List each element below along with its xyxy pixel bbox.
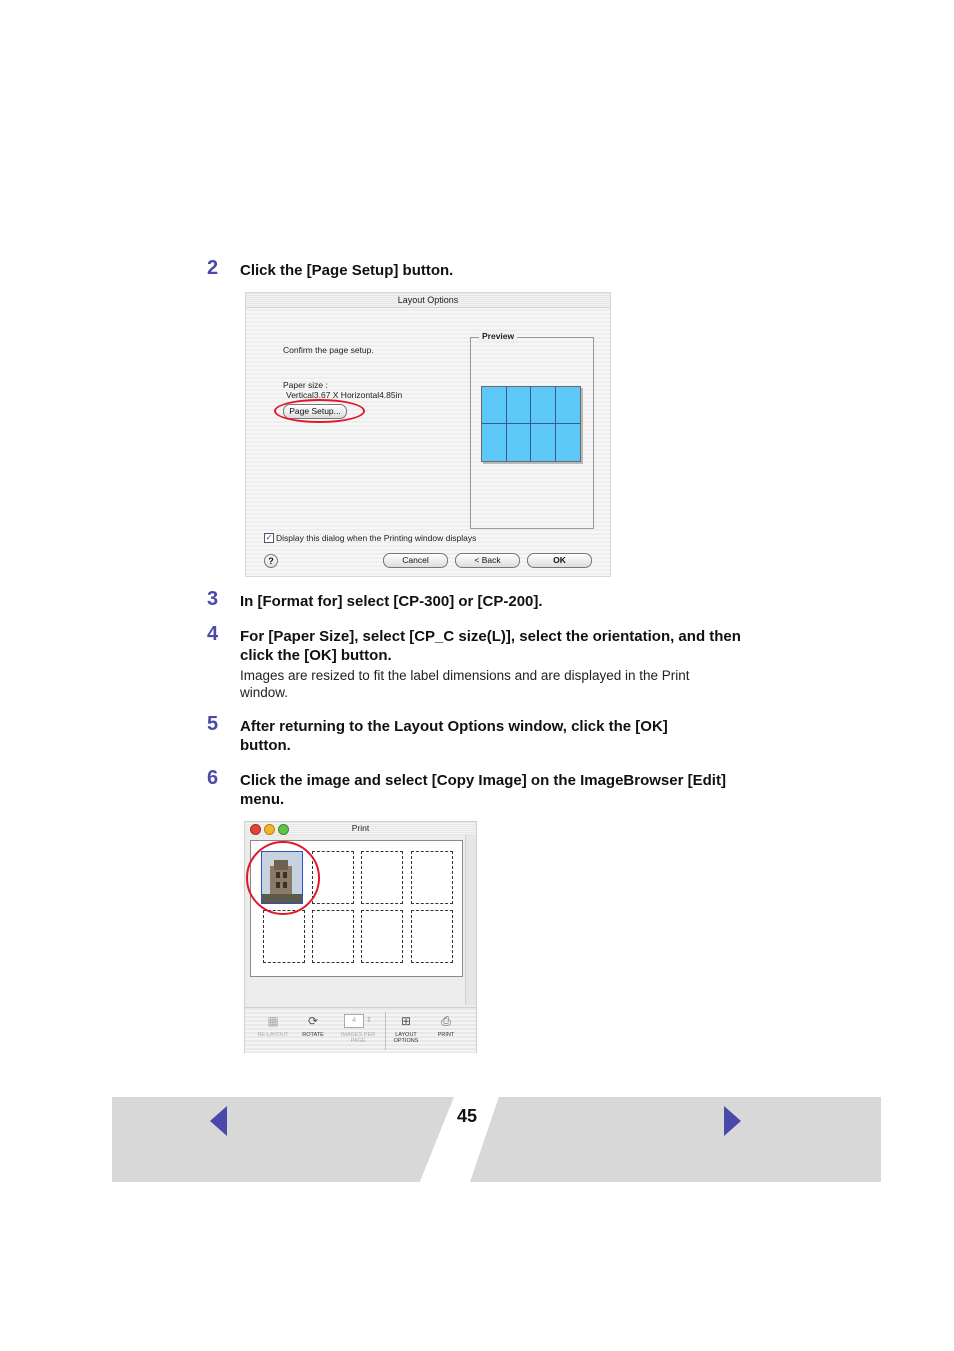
step-number: 4 xyxy=(207,623,219,645)
rotate-icon: ⟳ xyxy=(307,1014,319,1028)
rotate-button[interactable] xyxy=(297,1014,329,1038)
image-cell[interactable] xyxy=(411,910,453,963)
ok-button[interactable]: OK xyxy=(527,553,592,568)
confirm-text: Confirm the page setup. xyxy=(283,345,374,355)
image-cell[interactable] xyxy=(361,851,403,904)
print-button[interactable] xyxy=(429,1014,463,1038)
images-per-page-field[interactable]: 4 xyxy=(344,1014,364,1028)
step-instruction: For [Paper Size], select [CP_C size(L)], select the orientation, and then click the [OK] button. xyxy=(240,628,741,664)
paper-size-value: Vertical3.67 X Horizontal4.85in xyxy=(286,390,403,400)
minimize-icon[interactable] xyxy=(264,824,275,835)
dialog-title: Layout Options xyxy=(246,293,610,308)
layout-options-icon: ⊞ xyxy=(400,1014,412,1028)
stepper-icon[interactable]: ⇕ xyxy=(366,1017,372,1024)
re-layout-button[interactable] xyxy=(253,1014,293,1038)
step-instruction: Click the image and select [Copy Image] on the ImageBrowser [Edit] menu. xyxy=(240,772,726,808)
zoom-icon[interactable] xyxy=(278,824,289,835)
print-window xyxy=(244,821,477,1053)
previous-page-panel[interactable] xyxy=(112,1097,454,1182)
print-toolbar xyxy=(245,1007,476,1053)
highlight-circle xyxy=(274,399,365,423)
preview-panel xyxy=(470,331,594,529)
re-layout-icon: ▦ xyxy=(267,1014,279,1028)
next-page-arrow-icon[interactable] xyxy=(723,1106,741,1136)
print-icon: ⎙ xyxy=(441,1014,451,1028)
images-per-page-icon xyxy=(339,1014,377,1028)
preview-layout-grid xyxy=(481,386,581,462)
image-cell[interactable] xyxy=(263,910,305,963)
image-cell[interactable] xyxy=(411,851,453,904)
step-instruction: In [Format for] select [CP-300] or [CP-200]. xyxy=(240,593,543,610)
step-number: 5 xyxy=(207,713,219,735)
step-number: 2 xyxy=(207,257,219,279)
tool-label: PRINT xyxy=(437,1032,455,1038)
step-number: 3 xyxy=(207,588,219,610)
step-instruction: Click the [Page Setup] button. xyxy=(240,262,454,279)
images-per-page-control[interactable] xyxy=(339,1014,377,1044)
image-cell[interactable] xyxy=(361,910,403,963)
tool-label: IMAGES PER PAGE xyxy=(340,1032,376,1044)
back-button[interactable]: < Back xyxy=(455,553,520,568)
tool-label: ROTATE xyxy=(302,1032,324,1038)
preview-label: Preview xyxy=(479,331,517,341)
image-cell[interactable] xyxy=(312,910,354,963)
close-icon[interactable] xyxy=(250,824,261,835)
toolbar-divider xyxy=(385,1012,386,1050)
print-window-title: Print xyxy=(245,822,476,835)
page-setup-button[interactable]: Page Setup... xyxy=(283,404,347,419)
previous-page-arrow-icon[interactable] xyxy=(210,1106,228,1136)
layout-options-button[interactable] xyxy=(389,1014,423,1044)
checkbox-label: Display this dialog when the Printing window displays xyxy=(276,533,477,543)
layout-options-dialog xyxy=(245,292,611,577)
display-dialog-checkbox[interactable]: ✓ xyxy=(265,533,273,542)
step-instruction: After returning to the Layout Options window, click the [OK] button. xyxy=(240,718,668,754)
scrollbar[interactable] xyxy=(465,835,476,1005)
paper-size-label: Paper size : xyxy=(283,380,328,390)
tool-label: RE-LAYOUT xyxy=(257,1032,289,1038)
step-number: 6 xyxy=(207,767,219,789)
page-number: 45 xyxy=(456,1106,478,1126)
cancel-button[interactable]: Cancel xyxy=(383,553,448,568)
tool-label: LAYOUT OPTIONS xyxy=(393,1032,419,1044)
highlight-circle xyxy=(246,841,320,915)
next-page-panel[interactable] xyxy=(470,1097,881,1182)
help-icon[interactable]: ? xyxy=(264,554,278,568)
step-note: Images are resized to fit the label dimensions and are displayed in the Print window. xyxy=(240,668,690,700)
